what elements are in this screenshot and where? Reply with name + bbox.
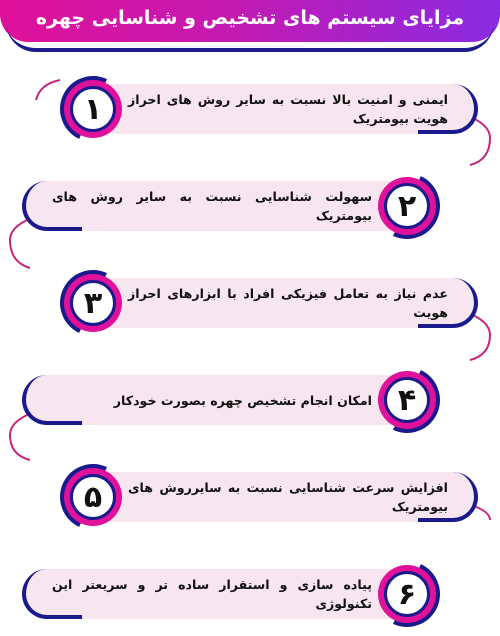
item-text: سهولت شناسایی نسبت به سایر روش های بیومتریک xyxy=(52,189,372,223)
number-badge xyxy=(64,468,122,526)
page-title: مزایای سیستم های تشخیص و شناسایی چهره xyxy=(35,7,465,29)
item-number: ۵ xyxy=(70,474,116,520)
list-item-4 xyxy=(0,369,500,431)
list-item-3 xyxy=(0,272,500,334)
item-text: ایمنی و امنیت بالا نسبت به سایر روش های احراز هویت بیومتریک xyxy=(128,92,448,126)
number-badge xyxy=(64,80,122,138)
list-item-1 xyxy=(0,78,500,140)
item-number: ۳ xyxy=(70,280,116,326)
list-item-6 xyxy=(0,563,500,625)
number-badge xyxy=(378,371,436,429)
list-item-2 xyxy=(0,175,500,237)
item-text: امکان انجام تشخیص چهره بصورت خودکار xyxy=(113,392,372,408)
item-text: پیاده سازی و استقرار ساده تر و سریعتر این تکنولوژی xyxy=(52,577,372,611)
number-badge xyxy=(378,565,436,623)
item-number: ۶ xyxy=(384,571,430,617)
list-item-5 xyxy=(0,466,500,528)
number-badge xyxy=(378,177,436,235)
item-text: افزایش سرعت شناسایی نسبت به سایرروش های بیومتریک xyxy=(128,480,448,514)
item-number: ۱ xyxy=(70,86,116,132)
number-badge xyxy=(64,274,122,332)
item-number: ۲ xyxy=(384,183,430,229)
item-number: ۴ xyxy=(384,377,430,423)
item-text: عدم نیاز به تعامل فیزیکی افراد با ابزارهای احراز هویت xyxy=(128,286,448,320)
